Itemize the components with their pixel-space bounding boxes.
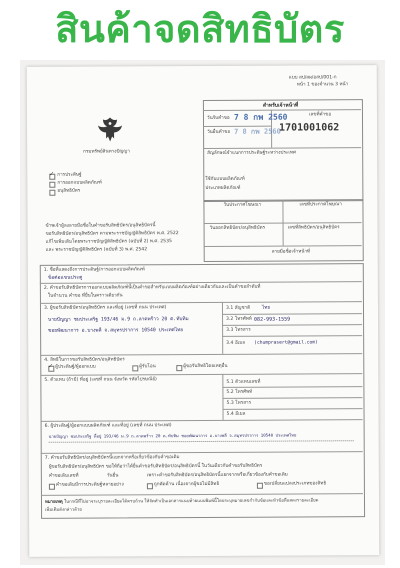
s5-email-label: 5.4 อีเมล xyxy=(226,411,246,417)
s2-label: 2. คำขอรับสิทธิบัตรการออกแบบผลิตภัณฑ์นี้เป็นคำขอสำหรับแบบผลิตภัณฑ์อย่างเดียวกันและเป็นคำขอลำดับที่ xyxy=(43,284,261,291)
garuda-emblem-icon xyxy=(95,114,125,144)
s7-opt5: ถูกคัดค้าน เนื่องจากผู้ขอไม่มีสิทธิ xyxy=(153,481,220,488)
s7-opt6: ขอเปลี่ยนแปลงประเภทของสิทธิ xyxy=(263,481,327,487)
s3-phone-label: 3.2 โทรศัพท์ xyxy=(226,316,252,322)
footer-note-bold: หมายเหตุ xyxy=(44,499,63,505)
checkbox-opposed[interactable] xyxy=(147,483,153,489)
check-petty-label: อนุสิทธิบัตร xyxy=(57,188,81,194)
s5-fax-label: 5.3 โทรสาร xyxy=(226,400,252,406)
patent-form xyxy=(27,65,380,557)
checkbox-assignee[interactable] xyxy=(132,365,138,371)
grant-no-label: เลขที่สิทธิบัตร/อนุสิทธิบัตร xyxy=(287,225,340,231)
date-received-label: วันรับคำขอ xyxy=(206,115,230,121)
check-invention-label: การประดิษฐ์ xyxy=(57,172,82,178)
s6-value: นายปัญญา ชมประเสริฐ ที่อยู่ 193/46 ม.9 ถ.ลาดพร้าว 20 ต.ทับทิม ซอยพัฒนาการ อ.บางพลี จ.สมุทรปราการ 10540 ประเทศไทย xyxy=(48,432,297,439)
checkbox-other[interactable] xyxy=(176,365,182,371)
s3-nat-value: ไทย xyxy=(261,305,271,311)
s5-label: 5. ตัวแทน (ถ้ามี) ที่อยู่ (เลขที่ ถนน จังหวัด รหัสไปรษณีย์) xyxy=(44,377,157,383)
request-text-4: และ พระราชบัญญัติสิทธิบัตร (ฉบับที่ 3) พ.ศ. 2542 xyxy=(45,247,148,253)
check-mark-icon: ✓ xyxy=(48,362,54,370)
check-mark-icon: ✓ xyxy=(49,170,55,178)
application-no-stamp: 1701001062 xyxy=(279,122,340,134)
footer-note-text: ในกรณีที่ไม่อาจระบุรายละเอียดได้ครบถ้วน ให้จัดทำเป็นเอกสารแนบท้ายแบบพิมพ์นี้โดยระบุหมายเลขกำกับข้อและหัวข้อที่แสดงรายละเอียด xyxy=(64,498,319,505)
s4-opt2: ผู้รับโอน xyxy=(139,364,156,370)
s1-value: ข้อต่อแขนประตู xyxy=(47,274,83,281)
s3-name: นายปัญญา ชมประเสริฐ 193/46 ม.9 ถ.ลาดพร้าว 20 ต.ทับทิม xyxy=(48,317,189,323)
s6-label: 6. ผู้ประดิษฐ์/ผู้ออกแบบผลิตภัณฑ์ และที่อยู่ (เลขที่ ถนน ประเทศ) xyxy=(44,423,172,429)
officer-signature-label: ลายมือชื่อเจ้าหน้าที่ xyxy=(271,249,311,255)
use-with-label: ใช้กับแบบผลิตภัณฑ์ xyxy=(205,176,245,182)
pub-no-label: เลขที่ประกาศโฆษณา xyxy=(299,202,342,208)
department-name: กรมทรัพย์สินทางปัญญา xyxy=(83,149,130,155)
request-text-3: แก้ไขเพิ่มเติมโดยพระราชบัญญัติสิทธิบัตร (ฉบับที่ 2) พ.ศ. 2535 xyxy=(45,239,172,245)
date-filed-stamp: 7 8 กพ 2560 xyxy=(234,127,281,136)
s7-opt4: คำขอเดิมมีการประดิษฐ์หลายอย่าง xyxy=(55,482,124,488)
priority-date-label: วันประกาศโฆษณา xyxy=(223,202,262,208)
s3-email-value: (chumprasert@gmail.com) xyxy=(254,340,318,346)
s7-text: ผู้ขอรับสิทธิบัตร/อนุสิทธิบัตร ขอให้ถือว่าได้ยื่นคำขอรับสิทธิบัตร/อนุสิทธิบัตรนี้ ในวันเดียวกับคำขอรับสิทธิบัตร xyxy=(48,463,263,470)
s3-address: ซอยพัฒนาการ อ.บางพลี จ.สมุทรปราการ 10540 ประเทศไทย xyxy=(48,328,184,334)
s5-id-label: 5.1 ตัวแทนเลขที่ xyxy=(226,379,261,385)
check-design-label: การออกแบบผลิตภัณฑ์ xyxy=(57,180,102,186)
s3-fax-label: 3.3 โทรสาร xyxy=(226,327,251,333)
s5-phone-label: 5.2 โทรศัพท์ xyxy=(226,389,253,395)
date-filed-label: วันยื่นคำขอ xyxy=(207,129,231,135)
product-type-label: ประเภทผลิตภัณฑ์ xyxy=(205,185,241,191)
checkbox-multiple-inventions[interactable] xyxy=(49,484,55,490)
form-page: หน้า 1 ของจำนวน 3 หน้า xyxy=(296,82,349,88)
application-no-label: เลขที่คำขอ xyxy=(308,112,332,118)
grant-date-label: วันออกสิทธิบัตร/อนุสิทธิบัตร xyxy=(209,225,266,231)
s3-nat-label: 3.1 สัญชาติ xyxy=(225,305,251,311)
s3-phone-value: 082-993-1559 xyxy=(254,316,291,323)
officer-title: สำหรับเจ้าหน้าที่ xyxy=(262,102,299,109)
s4-label: 4. สิทธิในการขอรับสิทธิบัตร/อนุสิทธิบัตร xyxy=(44,357,125,363)
symbol-label: สัญลักษณ์จำแนกการประดิษฐ์ระหว่างประเทศ xyxy=(207,150,296,156)
s7-opt3: เพราะคำขอรับสิทธิบัตร/อนุสิทธิบัตรนี้แยกจากหรือเกี่ยวข้องกับคำขอเดิม xyxy=(146,472,288,479)
s7-opt1: คำขอเดิมเลขที่ xyxy=(48,473,79,479)
s7-opt2: วันยื่น xyxy=(106,473,119,479)
s1-label: 1. ชื่อที่แสดงถึงการประดิษฐ์/การออกแบบผลิตภัณฑ์ xyxy=(43,267,145,273)
s4-opt1: ผู้ประดิษฐ์/ผู้ออกแบบ xyxy=(55,364,96,370)
form-code: แบบ สป/สผ/อสป/001-ก xyxy=(288,75,337,81)
request-text-1: ข้าพเจ้าผู้ลงลายมือชื่อในคำขอรับสิทธิบัตร/อนุสิทธิบัตรนี้ xyxy=(45,223,156,229)
checkbox-design[interactable] xyxy=(49,182,55,188)
headline: สินค้าจดสิทธิบัตร xyxy=(55,7,345,51)
checkbox-petty[interactable] xyxy=(49,190,55,196)
checkbox-change-type[interactable] xyxy=(257,483,263,489)
date-received-stamp: 7 8 กพ 2560 xyxy=(233,112,288,122)
s3-email-label: 3.4 อีเมล xyxy=(226,340,246,346)
s4-opt3: ผู้ขอรับสิทธิโดยเหตุอื่น xyxy=(183,363,228,370)
s2-sub: ในจำนวน คำขอ ที่ยื่นในคราวเดียวกัน xyxy=(47,293,123,299)
request-text-2: ขอรับสิทธิบัตร/อนุสิทธิบัตร ตามพระราชบัญญัติสิทธิบัตร พ.ศ. 2522 xyxy=(45,231,179,237)
s7-label: 7. คำขอรับสิทธิบัตร/อนุสิทธิบัตรนี้แยกจากหรือเกี่ยวข้องกับคำขอเดิม xyxy=(44,455,180,461)
s3-label: 3. ผู้ขอรับสิทธิบัตร/อนุสิทธิบัตร และที่อยู่ (เลขที่ ถนน ประเทศ) xyxy=(43,305,167,311)
footer-note-2: เพิ่มเติมดังกล่าวด้วย xyxy=(45,507,82,513)
